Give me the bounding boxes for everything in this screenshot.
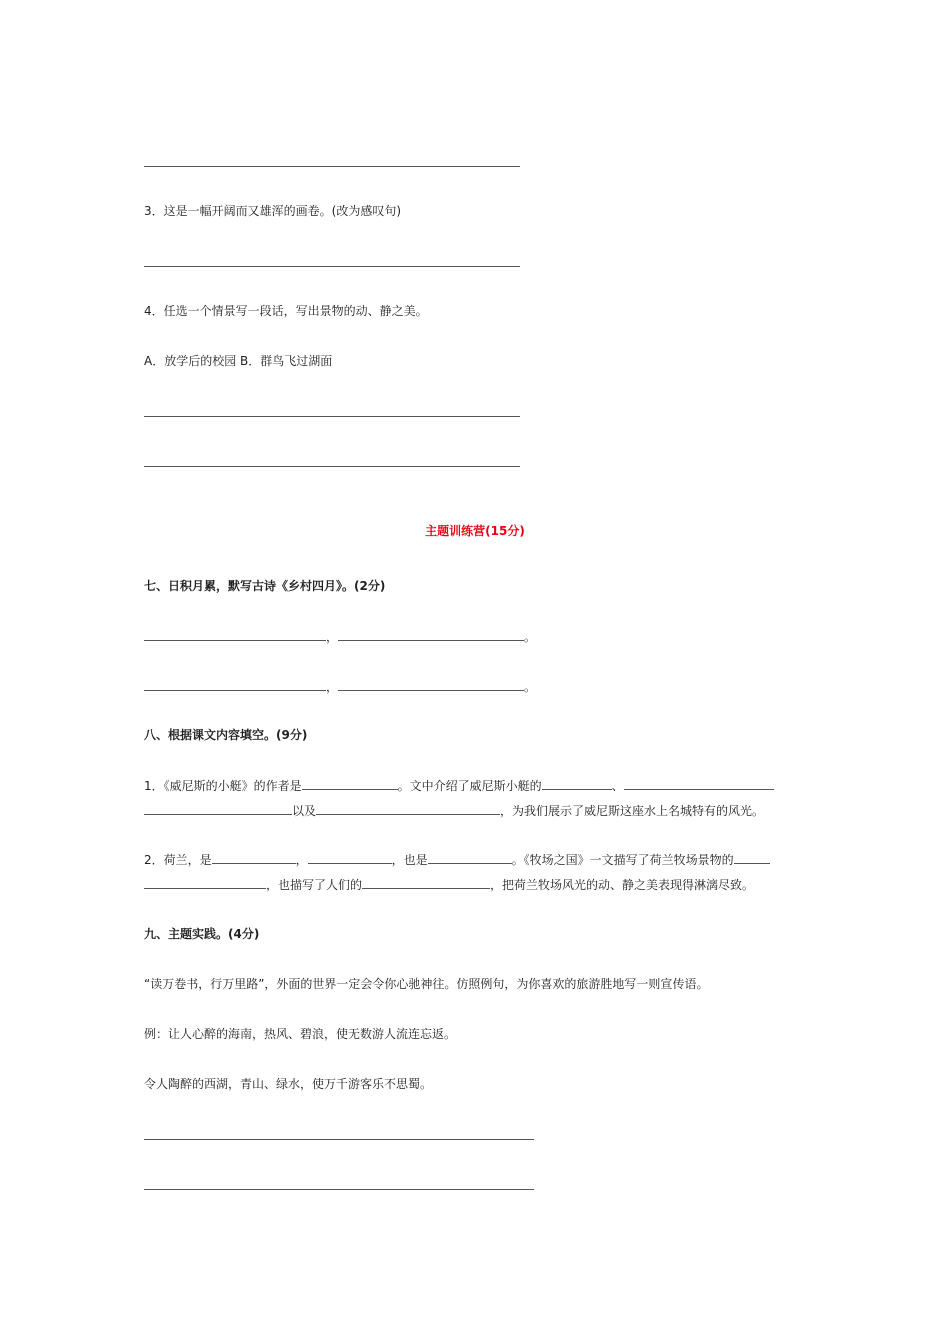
poem-blank-3[interactable] [144, 678, 326, 691]
question-4: 4．任选一个情景写一段话，写出景物的动、静之美。 [144, 304, 428, 318]
q1-text-3: 、 [611, 779, 624, 793]
answer-line-q4-1[interactable] [144, 416, 520, 417]
q1-text-4: 以及 [292, 804, 317, 818]
section-7-heading: 七、日积月累，默写古诗《乡村四月》。(2分) [144, 579, 386, 593]
section-8-q1-line2 [144, 802, 764, 819]
q1-blank-feature-1[interactable] [542, 777, 612, 790]
section-8-q2-line2 [144, 876, 754, 893]
q1-text-2: 。文中介绍了威尼斯小艇的 [397, 779, 542, 793]
q2-text-4: 。《牧场之国》一文描写了荷兰牧场景物的 [511, 853, 734, 867]
poem-blank-4[interactable] [338, 678, 524, 691]
q2-text-5: ，也描写了人们的 [266, 878, 363, 892]
answer-line-s9-2[interactable] [144, 1189, 534, 1190]
poem-line-1 [144, 628, 536, 645]
section-title: 主题训练营(15分) [425, 524, 525, 538]
q2-text-1: 2．荷兰，是 [144, 853, 212, 867]
question-4-options: A．放学后的校园 B．群鸟飞过湖面 [144, 354, 333, 368]
q2-blank-3[interactable] [428, 851, 512, 864]
section-8-q2-line1 [144, 851, 770, 868]
q2-blank-5[interactable] [362, 876, 490, 889]
q2-blank-4a[interactable] [734, 851, 770, 864]
section-9-intro: “读万卷书，行万里路”，外面的世界一定会令你心驰神往。仿照例句，为你喜欢的旅游胜地写一则宣传语。 [144, 977, 709, 991]
q1-text-5: ，为我们展示了威尼斯这座水上名城特有的风光。 [500, 804, 765, 818]
q1-blank-feature-2[interactable] [624, 777, 774, 790]
answer-line-q2[interactable] [144, 166, 520, 167]
q1-blank-feature-4[interactable] [316, 802, 500, 815]
q2-blank-2[interactable] [308, 851, 392, 864]
poem-blank-2[interactable] [338, 628, 524, 641]
poem-blank-1[interactable] [144, 628, 326, 641]
section-9-heading: 九、主题实践。(4分) [144, 927, 260, 941]
answer-line-s9-1[interactable] [144, 1139, 534, 1140]
poem-comma-1: ， [326, 630, 339, 644]
section-9-example: 例：让人心醉的海南，热风、碧浪，使无数游人流连忘返。 [144, 1027, 457, 1041]
question-3: 3．这是一幅开阔而又雄浑的画卷。(改为感叹句) [144, 204, 401, 218]
poem-period-1: 。 [524, 630, 537, 644]
section-9-sample: 令人陶醉的西湖，青山、绿水，使万千游客乐不思蜀。 [144, 1077, 433, 1091]
q1-blank-feature-3[interactable] [144, 802, 292, 815]
q2-blank-1[interactable] [212, 851, 296, 864]
q1-blank-author[interactable] [302, 777, 398, 790]
q2-text-3: ，也是 [391, 853, 428, 867]
q1-text-1: 1．《威尼斯的小艇》的作者是 [144, 779, 302, 793]
section-8-q1-line1 [144, 777, 774, 794]
poem-period-2: 。 [524, 680, 537, 694]
q2-text-6: ，把荷兰牧场风光的动、静之美表现得淋漓尽致。 [490, 878, 755, 892]
answer-line-q3[interactable] [144, 266, 520, 267]
poem-line-2 [144, 678, 536, 695]
section-8-heading: 八、根据课文内容填空。(9分) [144, 728, 308, 742]
q2-blank-4b[interactable] [144, 876, 266, 889]
q2-text-2: ， [295, 853, 308, 867]
poem-comma-2: ， [326, 680, 339, 694]
answer-line-q4-2[interactable] [144, 466, 520, 467]
